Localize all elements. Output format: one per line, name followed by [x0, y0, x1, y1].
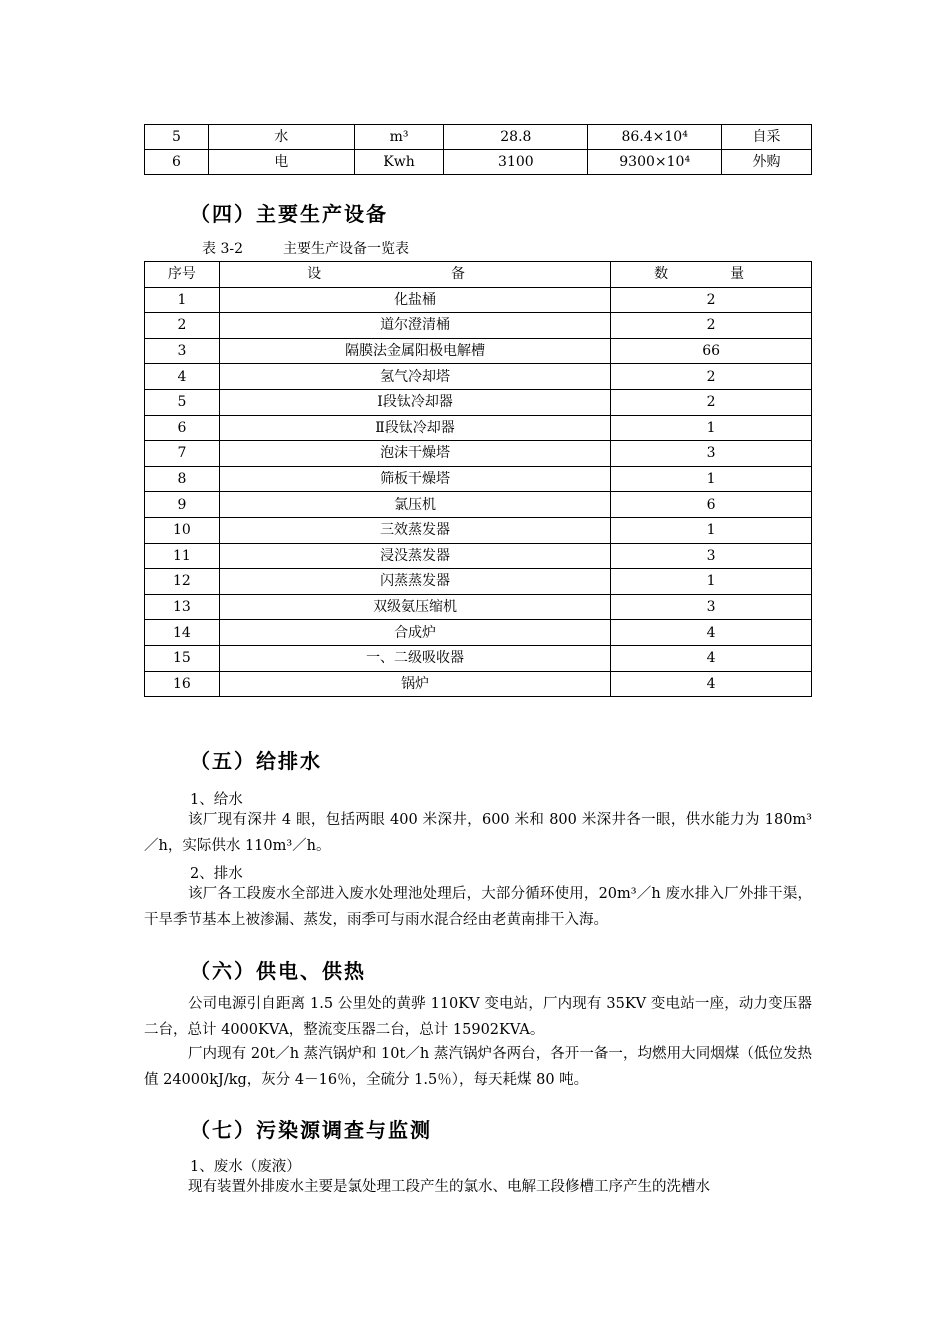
table-row: [145, 543, 812, 569]
cell-total: 86.4×10⁴: [588, 125, 722, 150]
cell-no: 5: [145, 125, 209, 150]
table-row: [145, 466, 812, 492]
table-row: [145, 125, 812, 150]
table-row: [145, 287, 812, 313]
cell-quantity: 1: [611, 415, 812, 441]
header-equipment: 设 备: [219, 262, 610, 288]
cell-no: 9: [145, 492, 220, 518]
cell-equipment: Ⅱ段钛冷却器: [219, 415, 610, 441]
section-heading-water: （五）给排水: [190, 749, 322, 773]
subheading-wastewater: 1、废水（废液）: [190, 1159, 301, 1175]
cell-no: 15: [145, 645, 220, 671]
cell-no: 16: [145, 671, 220, 697]
cell-no: 8: [145, 466, 220, 492]
cell-value: 28.8: [444, 125, 588, 150]
section-heading-power-heat: （六）供电、供热: [190, 959, 366, 983]
paragraph-drainage: 该厂各工段废水全部进入废水处理池处理后，大部分循环使用，20m³／h 废水排入厂外排干渠，干旱季节基本上被渗漏、蒸发，雨季可与雨水混合经由老黄南排干入海。: [144, 886, 812, 928]
table-row: [145, 569, 812, 595]
cell-name: 电: [208, 150, 354, 175]
cell-quantity: 2: [611, 287, 812, 313]
table-row: [145, 620, 812, 646]
section-heading-pollution: （七）污染源调查与监测: [190, 1118, 432, 1142]
cell-quantity: 3: [611, 594, 812, 620]
table-row: [145, 492, 812, 518]
cell-equipment: 浸没蒸发器: [219, 543, 610, 569]
equipment-table: [144, 261, 812, 697]
table-row: [145, 671, 812, 697]
table-row: [145, 313, 812, 339]
table-row: [145, 150, 812, 175]
table-row: [145, 517, 812, 543]
cell-no: 2: [145, 313, 220, 339]
cell-no: 1: [145, 287, 220, 313]
cell-no: 7: [145, 441, 220, 467]
cell-equipment: 锅炉: [219, 671, 610, 697]
cell-equipment: Ⅰ段钛冷却器: [219, 389, 610, 415]
cell-name: 水: [208, 125, 354, 150]
cell-quantity: 1: [611, 569, 812, 595]
table-row: [145, 338, 812, 364]
cell-equipment: 泡沫干燥塔: [219, 441, 610, 467]
cell-equipment: 氯压机: [219, 492, 610, 518]
cell-quantity: 4: [611, 671, 812, 697]
cell-quantity: 1: [611, 466, 812, 492]
cell-no: 6: [145, 150, 209, 175]
cell-no: 6: [145, 415, 220, 441]
table-header-row: [145, 262, 812, 288]
table-row: [145, 364, 812, 390]
cell-quantity: 66: [611, 338, 812, 364]
cell-no: 10: [145, 517, 220, 543]
table-row: [145, 441, 812, 467]
cell-quantity: 4: [611, 645, 812, 671]
resource-consumption-table: [144, 124, 812, 175]
cell-unit: Kwh: [354, 150, 444, 175]
cell-no: 11: [145, 543, 220, 569]
paragraph-heat-supply: 厂内现有 20t／h 蒸汽锅炉和 10t／h 蒸汽锅炉各两台，各开一备一，均燃用大同烟煤（低位发热值 24000kJ/kg，灰分 4－16％，全硫分 1.5％），每天耗煤 80 吨。: [144, 1046, 812, 1088]
cell-no: 12: [145, 569, 220, 595]
subheading-drainage: 2、排水: [190, 866, 243, 882]
cell-equipment: 化盐桶: [219, 287, 610, 313]
table-caption-title: 主要生产设备一览表: [283, 241, 409, 257]
table-caption-number: 表 3-2: [202, 241, 243, 257]
subheading-water-supply: 1、给水: [190, 792, 243, 808]
table-row: [145, 594, 812, 620]
cell-quantity: 1: [611, 517, 812, 543]
cell-equipment: 道尔澄清桶: [219, 313, 610, 339]
cell-equipment: 合成炉: [219, 620, 610, 646]
cell-no: 13: [145, 594, 220, 620]
cell-quantity: 3: [611, 441, 812, 467]
cell-quantity: 4: [611, 620, 812, 646]
header-quantity: 数 量: [611, 262, 812, 288]
cell-unit: m³: [354, 125, 444, 150]
paragraph-water-supply: 该厂现有深井 4 眼，包括两眼 400 米深井，600 米和 800 米深井各一眼，供水能力为 180m³／h，实际供水 110m³／h。: [144, 812, 812, 854]
cell-equipment: 隔膜法金属阳极电解槽: [219, 338, 610, 364]
paragraph-power-supply: 公司电源引自距离 1.5 公里处的黄骅 110KV 变电站，厂内现有 35KV 变电站一座，动力变压器二台，总计 4000KVA，整流变压器二台，总计 15902KVA。: [144, 996, 812, 1038]
cell-value: 3100: [444, 150, 588, 175]
cell-equipment: 双级氨压缩机: [219, 594, 610, 620]
paragraph-wastewater: 现有装置外排废水主要是氯处理工段产生的氯水、电解工段修槽工序产生的洗槽水: [188, 1179, 710, 1195]
table-row: [145, 389, 812, 415]
cell-quantity: 3: [611, 543, 812, 569]
cell-no: 3: [145, 338, 220, 364]
table-caption: [202, 238, 409, 258]
section-heading-equipment: （四）主要生产设备: [190, 202, 388, 226]
table-row: [145, 415, 812, 441]
cell-quantity: 6: [611, 492, 812, 518]
header-no: 序号: [145, 262, 220, 288]
cell-equipment: 一、二级吸收器: [219, 645, 610, 671]
cell-source: 自采: [722, 125, 812, 150]
table-row: [145, 645, 812, 671]
cell-no: 4: [145, 364, 220, 390]
cell-total: 9300×10⁴: [588, 150, 722, 175]
cell-equipment: 三效蒸发器: [219, 517, 610, 543]
cell-quantity: 2: [611, 389, 812, 415]
cell-source: 外购: [722, 150, 812, 175]
cell-no: 14: [145, 620, 220, 646]
cell-quantity: 2: [611, 313, 812, 339]
cell-equipment: 筛板干燥塔: [219, 466, 610, 492]
cell-equipment: 闪蒸蒸发器: [219, 569, 610, 595]
cell-quantity: 2: [611, 364, 812, 390]
cell-no: 5: [145, 389, 220, 415]
cell-equipment: 氢气冷却塔: [219, 364, 610, 390]
